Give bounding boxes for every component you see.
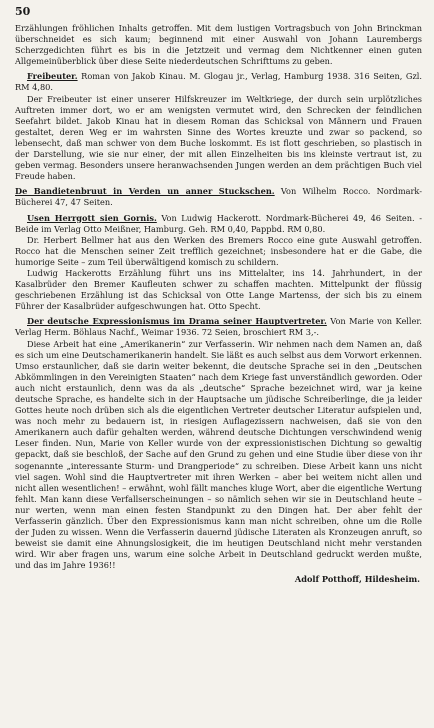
entry-title: Der deutsche Expressionismus im Drama seiner Hauptvertreter. <box>27 316 327 327</box>
entry-body: Der Freibeuter ist einer unserer Hilfskreuzer im Weltkriege, der durch sein urplötzliches Auftreten immer dort, wo er am wenigsten vermutet wird, den Schrecken der feindlichen Seefahrt bildet. Jakob Kinau hat in diesem Roman das Schicksal von Männern und Frauen gestaltet, deren Weg er im wahrsten Sinne des Wortes kreuzte und zwar so packend, so lebensecht, daß man schwer von dem Buche loskommt. Es ist flott geschrieben, so plastisch in der Darstellung, wie sie nur einer, der mit allen Einzelheiten bis ins kleinste vertraut ist, zu geben vermag. Besonders unsere heranwachsenden Jungen werden an dem prächtigen Buch viel Freude haben. <box>15 93 422 182</box>
intro-paragraph: Erzählungen fröhlichen Inhalts getroffen. Mit dem lustigen Vortragsbuch von John Brinckman überschneidet es sich kaum; beginnend mit einer Auswahl von Johann Laurembergs Scherzgedichten führt es bis in die Jetztzeit und vermag dem Nichtkenner einen guten Allgemeinüberblick über diese Seite niederdeutschen Schrifttums zu geben. <box>15 23 422 67</box>
review-entry-freibeuter <box>15 71 422 93</box>
entry-meta: Von Wilhelm Rocco. Nordmark-Bücherei 47, 47 Seiten. <box>15 186 422 208</box>
entry-title: De Bandietenbruut in Verden un anner Stuckschen. <box>15 186 275 197</box>
entry-body: Ludwig Hackerotts Erzählung führt uns ins Mittelalter, ins 14. Jahrhundert, in der Kasalbrüder den Bremer Kaufleuten schwer zu schaffen machten. Mittelpunkt der flüssig geschriebenen Erzählung ist das Schicksal von Otte Lange Martenss, der sich bis zu einem Führer der Kasalbrüder aufgeschwungen hat. Otto Specht. <box>15 267 422 312</box>
review-entry-expressionismus <box>15 316 422 338</box>
reviewer-signature: Adolf Potthoff, Hildesheim. <box>294 573 420 584</box>
entry-title: Usen Herrgott sien Gornis. <box>27 212 157 223</box>
entry-meta: Von Marie von Keller. Verlag Herm. Böhlaus Nachf., Weimar 1936. 72 Seien, broschiert RM 3,-. <box>15 316 422 338</box>
entry-meta: Roman von Jakob Kinau. M. Glogau jr., Verlag, Hamburg 1938. 316 Seiten, Gzl. RM 4,80. <box>15 71 422 93</box>
entry-body: Dr. Herbert Bellmer hat aus den Werken des Bremers Rocco eine gute Auswahl getroffen. Rocco hat die Menschen seiner Zeit trefflich gezeichnet; insbesondere hat er die Gabe, die humorige Seite – zum Teil überwältigend komisch zu schildern. <box>15 234 422 267</box>
review-entry-bandietenbruut <box>15 186 422 208</box>
entry-title: Freibeuter. <box>27 71 78 82</box>
entry-body: Diese Arbeit hat eine „Amerikanerin“ zur Verfasserin. Wir nehmen nach dem Namen an, daß es sich um eine Deutschamerikanerin handelt. Sie läßt es auch selbst aus dem Vorwort erkennen. Umso erstaunlicher, daß sie darin weiter bekennt, die deutsche Sprache sei in den „Deutschen Abkömmlingen in den Vereinigten Staaten“ nach dem Kriege fast unverständlich geworden. Oder auch nicht erstaunlich, denn was da als „deutsche“ Sprache bezeichnet wird, war ja keine deutsche Sprache, es handelte sich in der Hauptsache um jüdische Schreiberlinge, die ja leider Gottes heute noch drüben sich als die eigentlichen Vertreter deutscher Literatur aufspielen und, was noch mehr zu bedauern ist, in riesigen Auflagezissern nachweisen, daß sie von den Amerikanern auch dafür gehalten werden, während deutsche Dichtungen verschwindend wenig Leser finden. Nun, Marie von Keller wurde von der expressionistischen Dichtung so gewaltig gepackt, daß sie beschloß, der Sache auf den Grund zu gehen und eine Studie über diese von ihr sogenannte „interessante Sturm- und Drangperiode“ zu schreiben. Diese Arbeit kann uns nicht viel sagen. Wohl sind die Hauptvertreter mit ihren Werken – aber bei weitem nicht allen und nicht allen wesentlichen! – erwähnt, wohl fällt manches kluge Wort, aber die eigentliche Wertung fehlt. Man kann diese Verfallserscheinungen – so nämlich sehen wir sie in Deutschland heute – nur werten, wenn man einen festen Standpunkt zu den Dingen hat. Der aber fehlt der Verfasserin gänzlich. Über den Expressionismus kann man nicht schreiben, ohne um die Rolle der Juden zu wissen. Wenn die Verfasserin dauernd jüdische Literaten als Kronzeugen anruft, so beweist sie damit eine Ahnungslosigkeit, die im heutigen Deutschland nicht mehr verstanden wird. Wir aber fragen uns, warum eine solche Arbeit in Deutschland gedruckt werden mußte, und das im Jahre 1936!! <box>15 338 422 571</box>
entry-meta: Von Ludwig Hackerott. Nordmark-Bücherei 49, 46 Seiten. - Beide im Verlag Otto Meißner, Hamburg. Geh. RM 0,40, Pappbd. RM 0,80. <box>15 212 422 234</box>
review-entry-herrgott <box>15 213 422 235</box>
page-number: 50 <box>15 5 31 18</box>
